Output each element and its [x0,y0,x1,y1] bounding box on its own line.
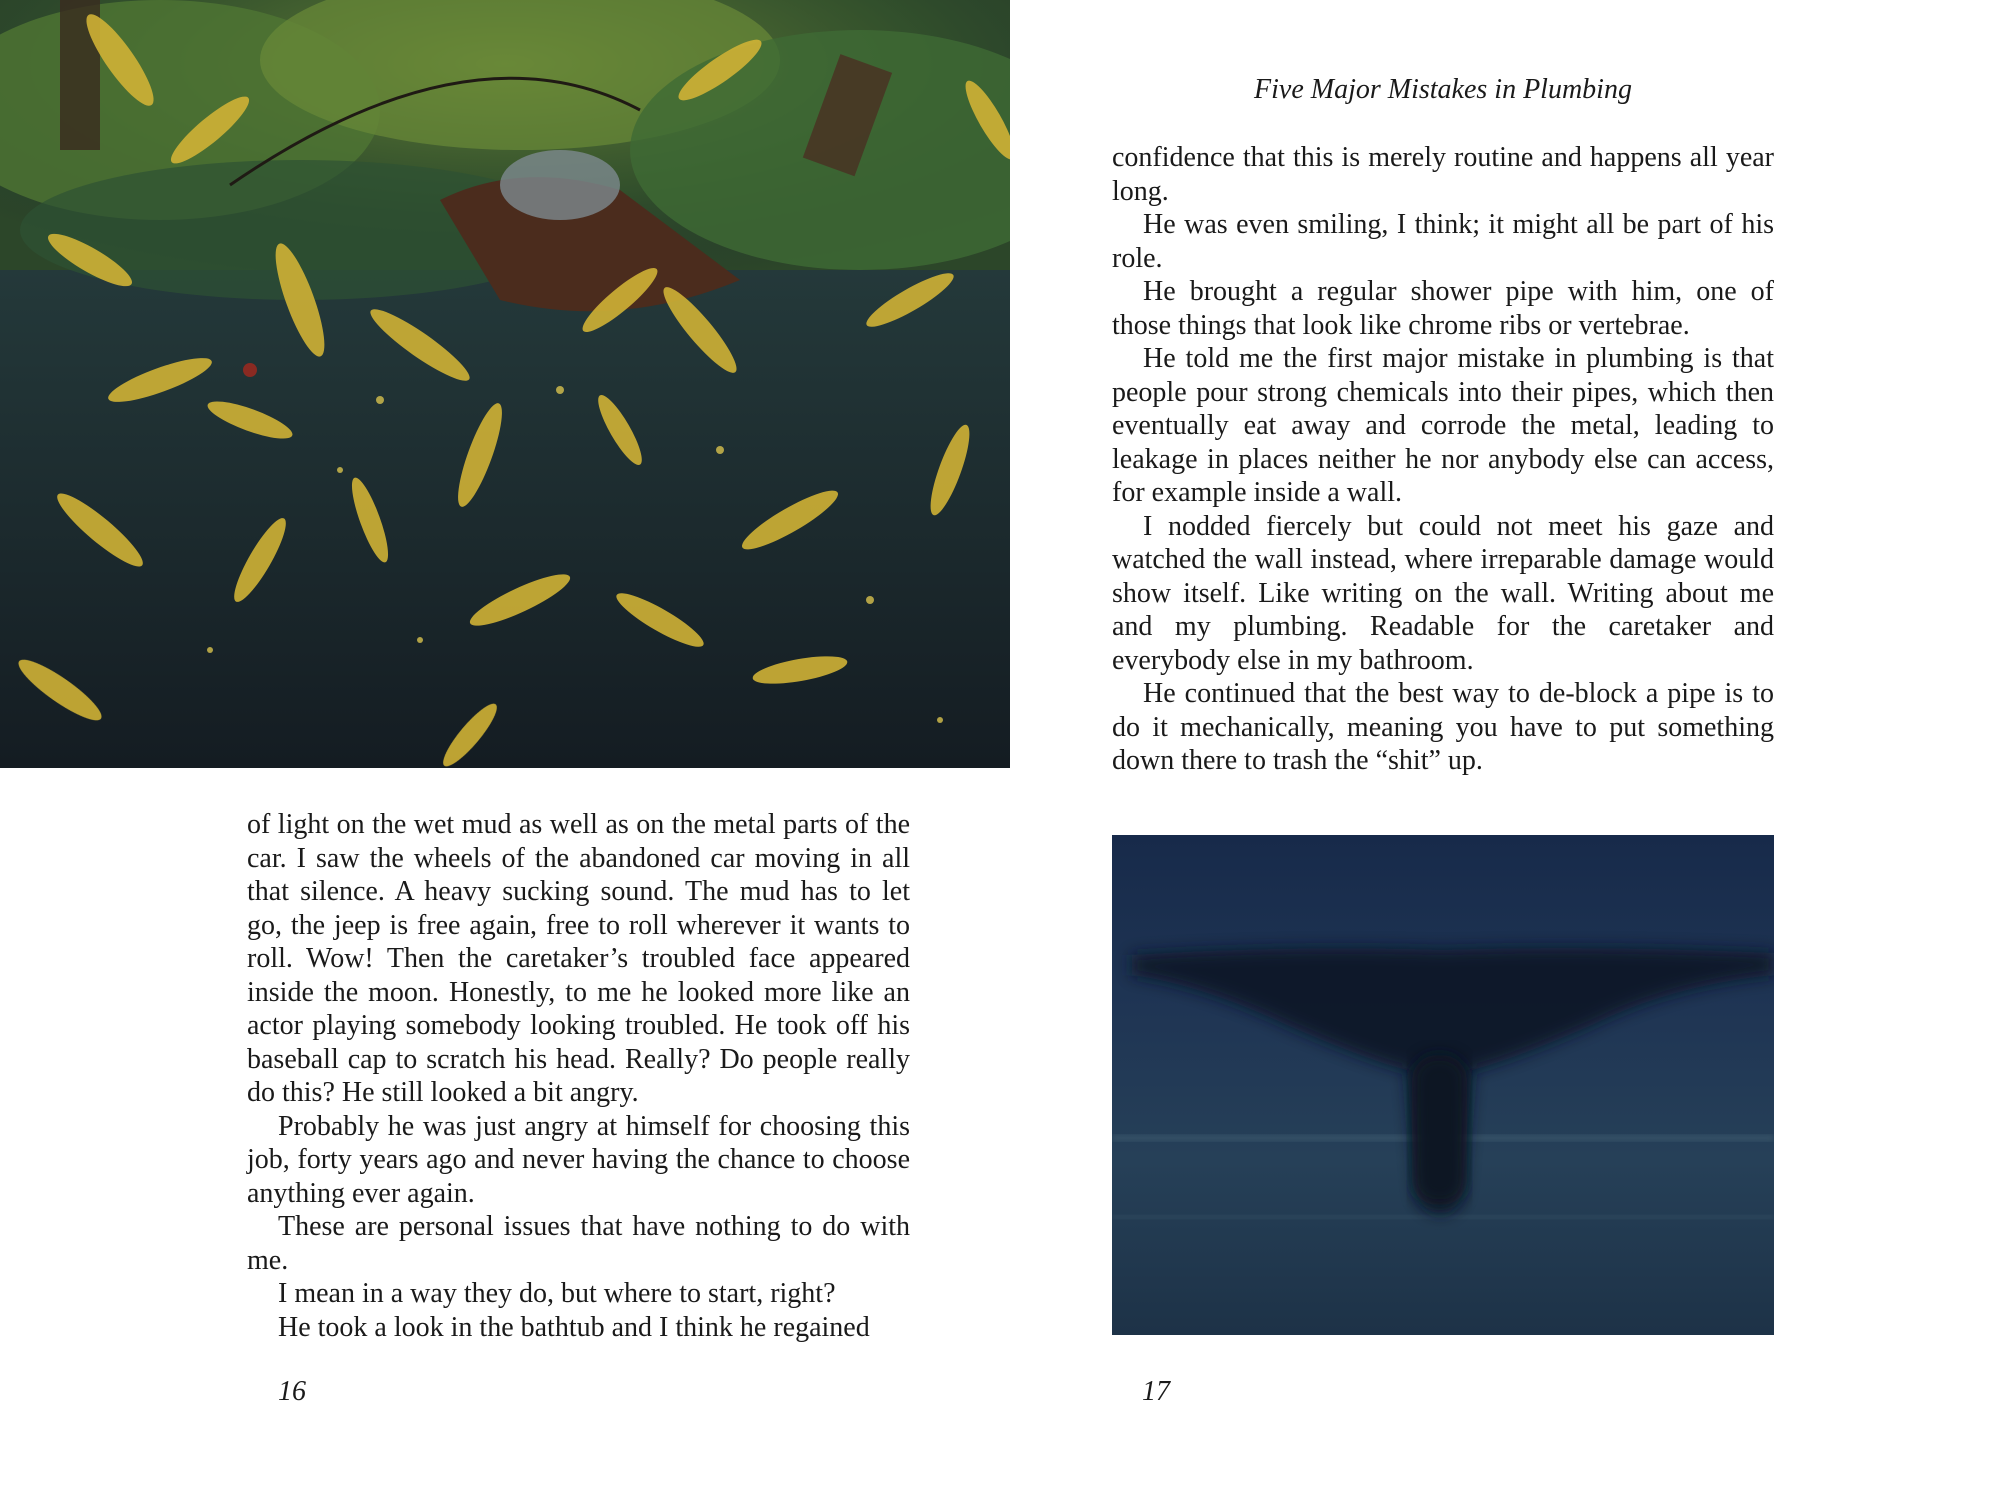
right-paragraph: He continued that the best way to de-block a pipe is to do it mechanically, meaning you have to put something down there to trash the “shit” up. [1112,678,1774,776]
running-head: Five Major Mistakes in Plumbing [1254,74,1632,105]
right-paragraph: He told me the first major mistake in plumbing is that people pour strong chemicals into their pipes, which then eventually eat away and corrode the metal, leading to leakage in places neither he nor anybody else can access, for example inside a wall. [1112,343,1774,508]
page-number-left: 16 [278,1376,306,1407]
dark-blue-painting [1112,835,1774,1335]
left-paragraph: I mean in a way they do, but where to start, right? [278,1278,836,1309]
right-paragraph: confidence that this is merely routine and happens all year long. [1112,142,1774,207]
left-page-text [247,808,910,1344]
right-paragraph: He brought a regular shower pipe with him, one of those things that look like chrome ribs or vertebrae. [1112,276,1774,341]
left-paragraph: He took a look in the bathtub and I think he regained [278,1311,870,1343]
leaves-painting [0,0,1010,768]
right-paragraph: He was even smiling, I think; it might all be part of his role. [1112,209,1774,274]
left-paragraph: Probably he was just angry at himself for choosing this job, forty years ago and never having the chance to choose anything ever again. [247,1110,910,1209]
dark-blue-painting-art [1112,835,1774,1335]
left-paragraph: of light on the wet mud as well as on the metal parts of the car. I saw the wheels of the abandoned car moving in all that silence. A heavy sucking sound. The mud has to let go, the jeep is free again, free to roll wherever it wants to roll. Wow! Then the caretaker’s troubled face appeared inside the moon. Honestly, to me he looked more like an actor playing somebody looking troubled. He took off his baseball cap to scratch his head. Really? Do people really do this? He still looked a bit angry. [247,809,910,1108]
left-paragraph: These are personal issues that have nothing to do with me. [247,1211,910,1276]
right-paragraph: I nodded fiercely but could not meet his gaze and watched the wall instead, where irreparable damage would show itself. Like writing on the wall. Writing about me and my plumbing. Readable for the caretaker and everybody else in my bathroom. [1112,510,1774,676]
right-page-text [1112,141,1774,778]
page-number-right: 17 [1142,1376,1170,1407]
leaves-painting-art [0,0,1010,768]
